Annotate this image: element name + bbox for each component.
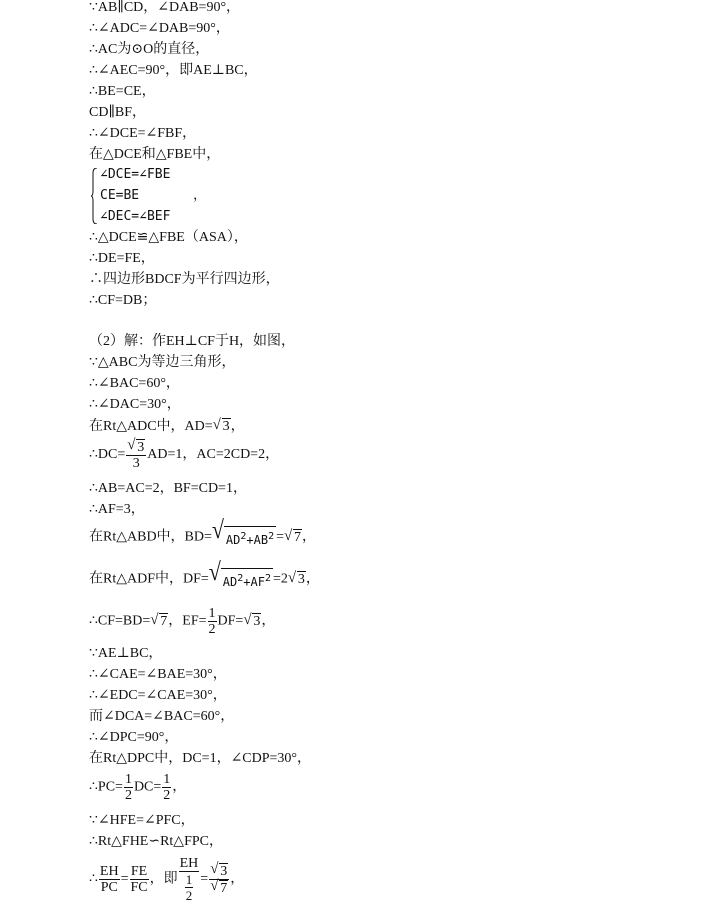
sqrt: √ 7: [150, 613, 168, 630]
formula-df: 在Rt△ADF中，DF=√ $AD^2+AF^2 =2√$ 3，: [89, 568, 320, 591]
solution-heading: （2）解：作EH⊥CF于H，如图，: [89, 334, 296, 349]
left-brace: [91, 168, 97, 224]
fraction: $\frac{EH}{PC}$: [99, 864, 119, 895]
proof-line: ∴DE=FE，: [89, 251, 155, 266]
fraction: $\frac{FE}{FC}$: [130, 864, 148, 895]
proof-line: ∵AB∥CD，∠DAB=90°，: [89, 0, 241, 15]
sqrt: √ 3: [243, 613, 261, 630]
proof-line: 在Rt△DPC中，DC=1，∠CDP=30°，: [89, 751, 312, 766]
proof-line: ∴四边形BDCF为平行四边形，: [89, 272, 280, 287]
fraction: $\frac{EH}{\frac{1}{2}}$: [179, 856, 199, 903]
proof-line: ∴∠AEC=90°，即AE⊥BC，: [89, 63, 258, 78]
sqrt: √ 3: [288, 571, 306, 588]
proof-line: ∴∠BAC=60°，: [89, 376, 180, 391]
proof-line: ∴∠ADC=∠DAB=90°，: [89, 21, 230, 36]
fraction: $\frac{1}{2}$: [124, 772, 132, 803]
proof-line: ∵∠HFE=∠PFC，: [89, 813, 195, 828]
sqrt: √ 7: [284, 529, 302, 546]
fraction: $\frac{1}{2}$: [208, 606, 216, 637]
fraction: √ $\frac{3}{3}$: [126, 439, 146, 471]
proof-line: ∴AF=3，: [89, 502, 145, 517]
sqrt: √ $AD^2+AF^2$: [209, 568, 273, 591]
fraction: $\frac{1}{2}$: [163, 772, 171, 803]
proof-line: ∴CF=DB；: [89, 293, 157, 308]
proof-line: ∵△ABC为等边三角形，: [89, 355, 236, 370]
system-line: CE=BE ，: [100, 188, 207, 203]
sqrt: √ 3: [213, 418, 231, 435]
proof-line: 在△DCE和△FBE中，: [89, 147, 221, 162]
proof-line: 而∠DCA=∠BAC=60°，: [89, 709, 235, 724]
fraction: $\frac{1}{2}$: [185, 872, 193, 903]
proof-line: ∴∠DPC=90°，: [89, 730, 179, 745]
formula-ad: 在Rt△ADC中，AD=√ 3，: [89, 418, 245, 435]
proof-line: ∵AE⊥BC，: [89, 646, 163, 661]
proof-line: ∴Rt△FHE∽Rt△FPC，: [89, 834, 223, 849]
formula-cf: ∴CF=BD=√ 7，EF= $\frac{1}{2}$ DF=√ 3，: [89, 606, 275, 637]
system-line: ∠DEC=∠BEF: [100, 209, 171, 224]
formula-pc: ∴PC= $\frac{1}{2}$ DC= $\frac{1}{2}$ ，: [89, 772, 187, 803]
formula-ratio: ∴ $\frac{EH}{PC}$ = $\frac{FE}{FC}$ ，即 $\frac{EH}{\frac{1}{2}}$ = √ 3 √ 7 ，: [89, 856, 244, 903]
proof-line: ∴∠EDC=∠CAE=30°，: [89, 688, 227, 703]
proof-line: ∴AB=AC=2，BF=CD=1，: [89, 481, 247, 496]
formula-bd: 在Rt△ABD中，BD=√ $AD^2+AB^2$ =√ 7，: [89, 526, 316, 549]
system-line: ∠DCE=∠FBE: [100, 167, 171, 182]
proof-line: ∴∠DCE=∠FBF，: [89, 126, 197, 141]
proof-line: ∴∠DAC=30°，: [89, 397, 181, 412]
proof-line: ∴△DCE≌△FBE（ASA），: [89, 230, 248, 245]
proof-line: ∴AC为⊙O的直径，: [89, 42, 210, 57]
proof-line: CD∥BF，: [89, 105, 147, 120]
formula-dc: ∴DC= √ $\frac{3}{3}$ AD=1，AC=2CD=2，: [89, 439, 279, 471]
proof-line: ∴BE=CE，: [89, 84, 156, 99]
fraction: √ 3 √ 7: [209, 863, 229, 896]
sqrt: √ $AD^2+AB^2$: [212, 526, 276, 549]
proof-line: ∴∠CAE=∠BAE=30°，: [89, 667, 227, 682]
